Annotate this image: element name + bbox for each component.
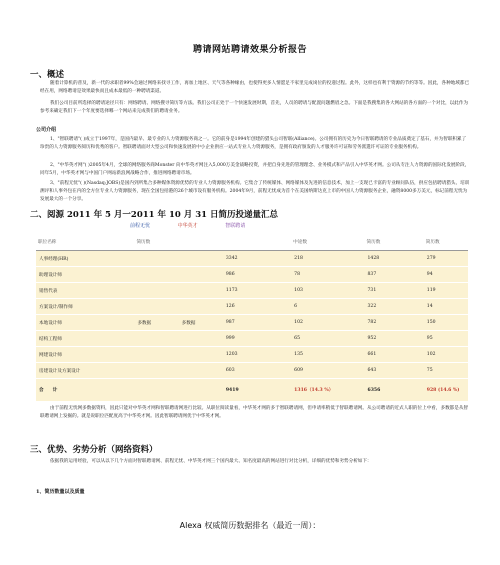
legend-item: 前程无忧 [130,223,151,229]
company-heading: 公司介绍 [36,127,57,133]
legend-item: 中华英才 [177,223,198,229]
table-cell: 603 [223,363,277,379]
table-cell: 14 [424,299,468,315]
table-cell: 助理设计师 [36,267,110,283]
table-cell: 65 [291,331,350,347]
table-cell: 322 [365,299,424,315]
table-cell [350,363,364,379]
table-cell: 782 [365,315,424,331]
table-cell [277,251,291,267]
table-cell [134,299,178,315]
table-cell: 102 [291,315,350,331]
total-cell: 6356 [365,379,424,402]
table-row [36,347,468,363]
section3-heading: 三、优势、劣势分析（网络资料） [30,445,158,455]
column-header: 简历数 [365,234,424,251]
table-cell [179,331,223,347]
column-header: 简历数 [134,234,178,251]
table-cell: 本地设计师 [36,315,110,331]
table-cell [277,267,291,283]
table-cell: 661 [365,347,424,363]
table-cell [134,347,178,363]
column-header [350,234,364,251]
table-cell: 279 [424,251,468,267]
table-cell: 643 [365,363,424,379]
table-cell: 销售代表 [36,283,110,299]
table-cell: 126 [223,299,277,315]
alexa-caption: Alexa 权威简历数据排名（最近一周）： [179,521,321,530]
table-cell: 731 [365,283,424,299]
table-cell: 94 [424,267,468,283]
table-cell [277,315,291,331]
table-row [36,267,468,283]
table-cell: 房建设计及方案设计 [36,363,110,379]
total-cell: 合 计 [36,379,110,402]
table-cell [134,363,178,379]
table-cell: 方案设计/制作师 [36,299,110,315]
table-cell [350,299,364,315]
table-cell: 结构工程师 [36,331,110,347]
total-cell [277,379,291,402]
table-cell [350,267,364,283]
table-cell [110,251,134,267]
table-cell [110,315,134,331]
table-cell [350,315,364,331]
total-cell [134,379,178,402]
company-paragraph-2: 2、"中华英才网"( )2005年4月，全球的网络服务商Monster 向中华英才网注入5,000万美金战略投资，并把自身先进的管理理念、业务模式和产品引入中华英才网。公司从专注人力资源的国际化发展阶段，同年5月，中华英才网与中国门户网站新浪网战略合作，推进网络聘请市场。 [40,163,470,176]
table-cell: 95 [424,331,468,347]
resume-table [36,234,468,402]
total-cell: 928 (14.6 %) [424,379,468,402]
overview-paragraph-1: 随着计算机的普及，新一代的求职者99%会通过网络来找寻工作，再加上地区、天气等各种缘由，也使得更多人情愿足不家里完成岗位的投递过程。此外，这样也有利于资源的节约等等。因此，各种地域都已经在用，网络聘请是效果最快而且成本最低的一种聘请渠道。 [40,81,470,94]
table-total-row [36,379,468,402]
table-cell: 75 [424,363,468,379]
column-header: 职位名称 [36,234,110,251]
table-cell [277,363,291,379]
section1-heading: 一、概述 [30,70,65,80]
table-cell: 人事经理(HR) [36,251,110,267]
table-cell: 952 [365,331,424,347]
table-cell: 78 [291,267,350,283]
table-cell [277,347,291,363]
column-header [223,234,277,251]
table-cell [110,299,134,315]
table-cell [277,299,291,315]
table-cell: 多数据 [179,315,223,331]
table-cell [134,283,178,299]
table-cell: 218 [291,251,350,267]
table-cell: 1173 [223,283,277,299]
table-cell [134,267,178,283]
table-cell [179,283,223,299]
total-cell [350,379,364,402]
table-cell: 609 [291,363,350,379]
table-cell [110,363,134,379]
table-cell: 837 [365,267,424,283]
table-cell [350,251,364,267]
table-cell [277,331,291,347]
column-header [179,234,223,251]
company-paragraph-3: 3、"前程无忧"( )(Nasdaq:JOBS)是国内到所集合多种媒体资源优势的专业人力资源服务机构。它集合了传统媒体、网络媒体及先进的信息技术，加上一支现已卡富的专业顾问队伍，供应包括聘请猎头、培训测评和人事外包在内的全方位专业人力资源服务，现在全国包括港的26个城市设有服务机构。2004年9月，前程无忧成为首个在美国纳斯达克上市的中国人力资源服务企业，融资8000多万美元，标记前程无忧为发展最大的一个分享。 [40,181,470,202]
table-legend [130,222,271,229]
table-cell [179,347,223,363]
table-cell: 1428 [365,251,424,267]
table-row [36,363,468,379]
table-cell: 999 [223,331,277,347]
document-title: 聘请网站聘请效果分析报告 [192,45,307,55]
table-cell [179,251,223,267]
table-cell [179,267,223,283]
table-cell: 102 [424,347,468,363]
section3-intro: 依据我的运用经验，可以从以下几个方面对智联聘请网、前程无忧、中华英才网三个国内最大、知名度最高的网站进行对比分析，详细的优势和劣势分析如下： [50,459,372,464]
table-cell [277,283,291,299]
table-cell: 103 [291,283,350,299]
table-cell: 3342 [223,251,277,267]
table-cell [179,299,223,315]
column-header: 中途数 [291,234,350,251]
overview-paragraph-2: 我们公司目前所选择的聘请途径只有：网络聘请、网络搜寻简历等方法。我们公司正处于一个快速发展时期，首先，人员的聘请与配置问题燃眉之急。下面是我搜集的各大网站的各方面的一个对比，以此作为参考来确定我们下一个年度要选择哪一个网站来完成我们的聘请业务。 [40,101,469,114]
table-row [36,283,468,299]
table-header-row [36,234,468,251]
legend-item: 智联聘请 [225,223,246,229]
table-analysis-paragraph: 由于前程无忧网多数据资料，因此只能对中华英才网和智联聘请网进行比较。从职位阅读量看，中华英才网的多于智联聘请网，但申请率稍低于智联聘请网。从公司聘请的近式人职的位上中看，多数都是从智联聘请网上发掘的。就是说职位匹配度高于中华英才网。因此智联聘请网优于中华英才网。 [40,406,469,419]
table-cell [110,267,134,283]
total-cell: 1316（14.3 %） [291,379,350,402]
table-cell: 网建设计师 [36,347,110,363]
table-cell [179,363,223,379]
column-header [277,234,291,251]
table-row [36,251,468,267]
table-cell: 6 [291,299,350,315]
subsection-heading: 1、简历数量以及质量 [36,489,85,495]
table-cell: 150 [424,315,468,331]
table-cell [110,283,134,299]
table-row [36,331,468,347]
table-cell [110,331,134,347]
total-cell [110,379,134,402]
table-cell: 987 [223,315,277,331]
table-cell [350,331,364,347]
total-cell [179,379,223,402]
table-cell [134,331,178,347]
table-cell: 135 [291,347,350,363]
company-paragraph-1: 1、"智联聘请"( )成立于1997年，是国内最早、最专业的人力资源服务商之一。它的前身是1994年创建的猎头公司智联(Alliance)。公司拥有的历史为今日智联聘请的专业品质奠定了基石，并为智联积累了珍贵的人力资源服务阅历和优秀的客户。智联聘请面对大型公司和快速发展的中小企业供应一站式专业人力资源服务，是拥有政府颁发的人才服务许可证和劳务派遣许可证的专业服务机构。 [40,137,467,150]
table-cell [350,283,364,299]
total-cell: 9419 [223,379,277,402]
table-row [36,315,468,331]
section2-heading: 二、阅源 2011 年 5 月一2011 年 10 月 31 日简历投递量汇总 [30,210,279,220]
table-cell: 1203 [223,347,277,363]
column-header [110,234,134,251]
table-cell [350,347,364,363]
table-row [36,299,468,315]
table-cell: 119 [424,283,468,299]
table-cell [134,251,178,267]
table-cell [110,347,134,363]
column-header: 简历数 [424,234,468,251]
table-cell: 986 [223,267,277,283]
table-cell: 多数据 [134,315,178,331]
